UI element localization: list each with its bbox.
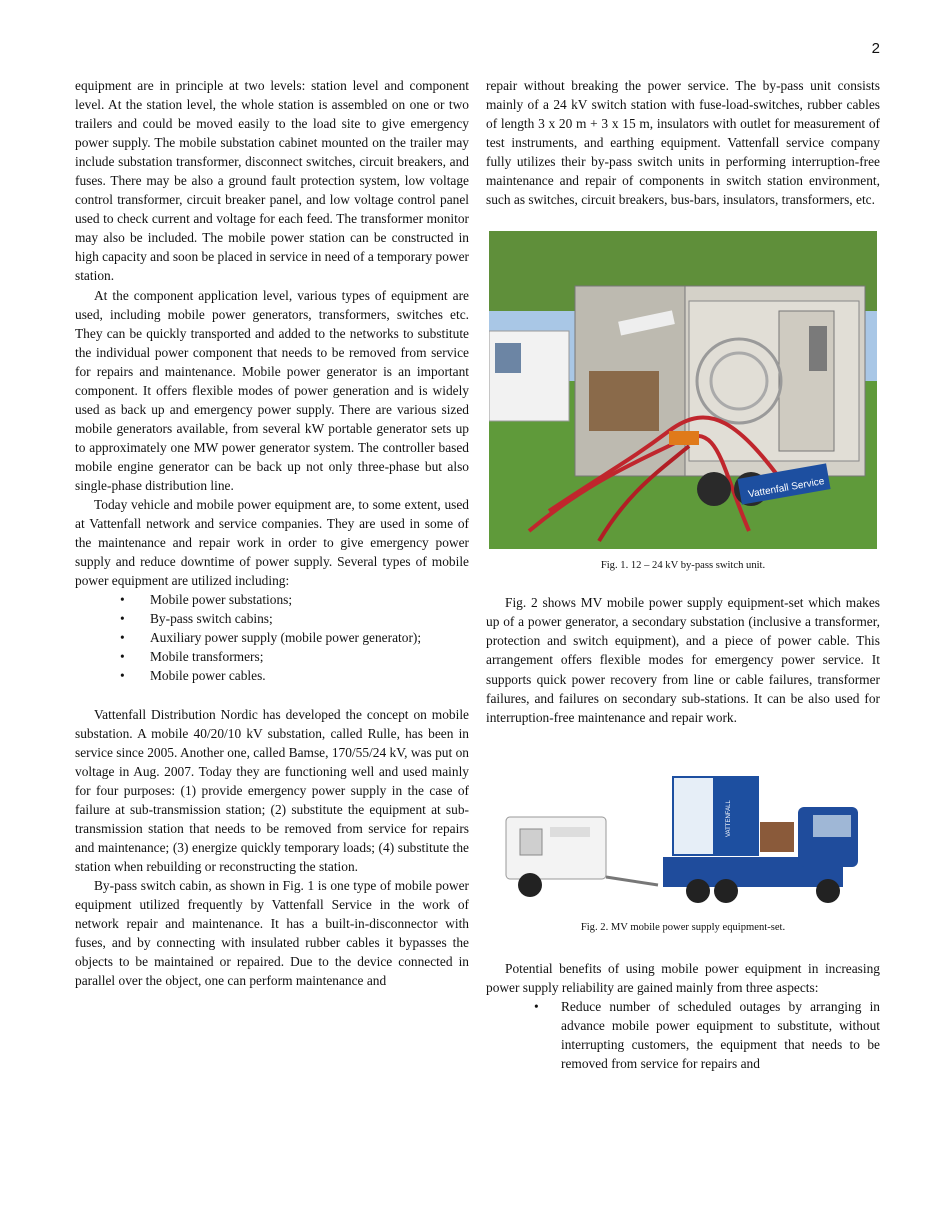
paragraph: Fig. 2 shows MV mobile power supply equipment-set which makes up of a power generator, a secondary substation (inclusive a transformer, protection and switch equipment), and a piece of power cable. This arrangement offers flexible modes for emergency power service. It supports quick power recovery from line or cable failures, transformer failures, and failures on secondary sub-stations. It can be also used for interruption-free maintenance and repair work. [486, 595, 880, 725]
fig2-photo [498, 767, 868, 917]
bullet-list [75, 590, 469, 685]
paragraph: equipment are in principle at two levels: station level and component level. At the station level, the whole station is assembled on one or two trailers and could be moved easily to the load site to give emergency power supply. The mobile substation cabinet mounted on the trailer may include substation transformer, disconnect switches, circuit breakers, and fuses. There may be also a ground fault protection system, low voltage control transformer, circuit breaker panel, and low voltage control panel used to check current and voltage for each feed. The transformer monitor may also be included. The mobile power station can be constructed in high capacity and soon be placed in service in need of a temporary power station. [75, 78, 469, 284]
paragraph: repair without breaking the power service. The by-pass unit consists mainly of a 24 kV switch station with fuse-load-switches, rubber cables of length 3 x 20 m + 3 x 15 m, insulators with outlet for measurement of test instruments, and earthing equipment. Vattenfall service company fully utilizes their by-pass switch units in performing interruption-free maintenance and repair of components in switch station environment, such as switches, circuit breakers, bus-bars, insulators, transformers, etc. [486, 78, 880, 208]
list-item: • Mobile power substations; [75, 590, 469, 609]
list-item: • Reduce number of scheduled outages by arranging in advance mobile power equipment to substitute, without interrupting customers, the equipment that needs to be removed from service for repairs and [486, 997, 880, 1073]
fig2-brand-text: VATTENFALL [726, 799, 732, 837]
fig1-caption: Fig. 1. 12 – 24 kV by-pass switch unit. [600, 560, 766, 572]
right-column [486, 76, 880, 1073]
list-item: • Auxiliary power supply (mobile power generator); [75, 628, 469, 647]
paragraph: Vattenfall Distribution Nordic has developed the concept on mobile substation. A mobile 40/20/10 kV substation, called Rulle, has been in service since 2005. Another one, called Bamse, 170/55/24 kV, was put on voltage in Aug. 2007. Today they are functioning well and used mainly for four purposes: (1) provide emergency power supply in the case of failure at sub-transmission station; (2) substitute the equipment at sub-transmission station that needs to be removed from service for repairs and maintenance; (3) energize quickly temporary loads; (4) substitute the station when rebuilding or reconstructing the station. [75, 706, 469, 874]
fig2-caption: Fig. 2. MV mobile power supply equipment-set. [580, 921, 786, 933]
left-column [75, 76, 469, 990]
paragraph: Potential benefits of using mobile power equipment in increasing power supply reliability are gained mainly from three aspects: [486, 960, 880, 995]
bullet-list [486, 997, 880, 1073]
page-number: 2 [871, 40, 880, 57]
fig1-photo [489, 231, 877, 549]
paragraph: Today vehicle and mobile power equipment are, to some extent, used at Vattenfall network and service companies. They are used in some of the maintenance and repair work in order to give emergency power supply and reduce downtime of power supply. Several types of mobile power equipment are utilized including: [75, 497, 469, 589]
paragraph: By-pass switch cabin, as shown in Fig. 1 is one type of mobile power equipment utilized frequently by Vattenfall Service in the work of network repair and maintenance. It has a built-in-disconnector with fuses, and by connecting with insulated rubber cables it bypasses the objects to be maintained or repaired. Due to the device connected in parallel over the object, one can perform maintenance and [75, 877, 469, 989]
list-item: • Mobile transformers; [75, 647, 469, 666]
paragraph: At the component application level, various types of equipment are used, including mobile power generators, transformers, switches etc. They can be quickly transported and added to the networks to substitute the individual power component that needs to be removed from service for repairs and maintenance. Mobile power generator is an important component. It offers flexible modes of power generation and is widely used as back up and emergency power supply. There are various sized mobile generators available, from several kW portable generator sets up to approximately one MW power generator system. The controller based mobile engine generator can be back up not only three-phase but also single-phase distribution line. [75, 287, 469, 493]
fig1-sign-text: Vattenfall Service [747, 476, 826, 501]
list-item: • By-pass switch cabins; [75, 609, 469, 628]
list-item: • Mobile power cables. [75, 666, 469, 685]
